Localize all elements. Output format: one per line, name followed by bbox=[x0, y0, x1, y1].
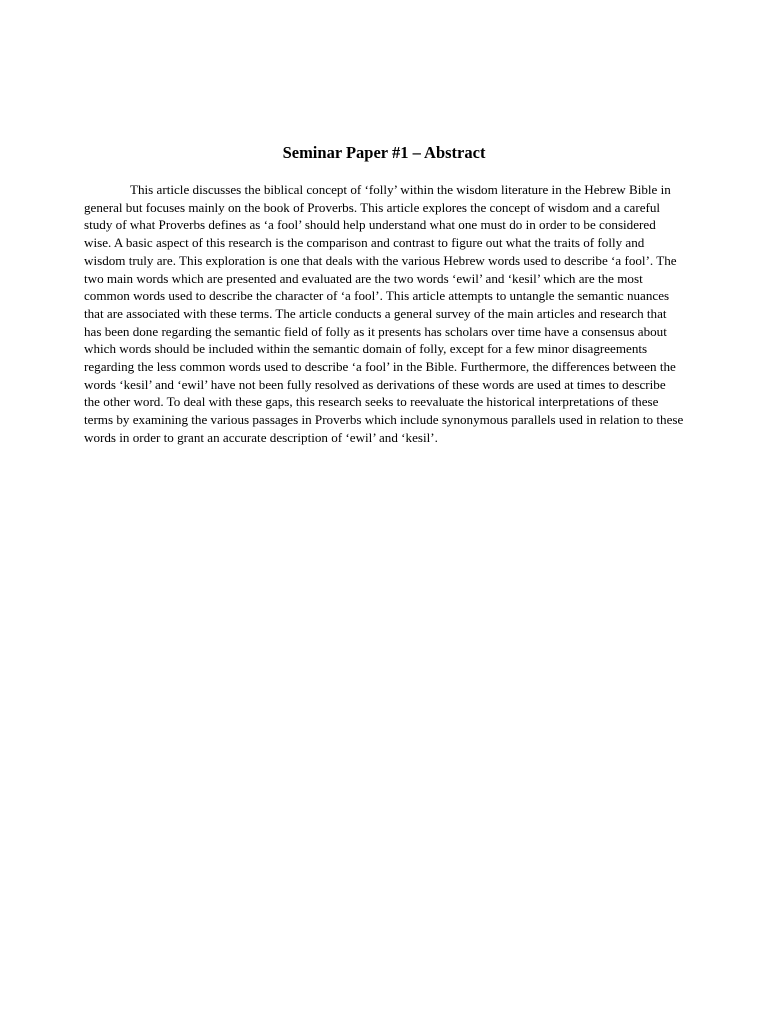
page-title: Seminar Paper #1 – Abstract bbox=[282, 143, 486, 162]
abstract-paragraph: This article discusses the biblical concept of ‘folly’ within the wisdom literature in the Hebrew Bible in general but focuses mainly on the book of Proverbs. This article explores the concept of wisdom and a careful study of what Proverbs defines as ‘a fool’ should help understand what one must do in order to be considered wise. A basic aspect of this research is the comparison and contrast to figure out what the traits of folly and wisdom truly are. This exploration is one that deals with the various Hebrew words used to describe ‘a fool’. The two main words which are presented and evaluated are the two words ‘ewil’ and ‘kesil’ which are the most common words used to describe the character of ‘a fool’. This article attempts to untangle the semantic nuances that are associated with these terms. The article conducts a general survey of the main articles and research that has been done regarding the semantic field of folly as it presents has scholars over time have a consensus about which words should be included within the semantic domain of folly, except for a few minor disagreements regarding the less common words used to describe ‘a fool’ in the Bible. Furthermore, the differences between the words ‘kesil’ and ‘ewil’ have not been fully resolved as derivations of these words are used at times to describe the other word. To deal with these gaps, this research seeks to reevaluate the historical interpretations of these terms by examining the various passages in Proverbs which include synonymous parallels used in relation to these words in order to grant an accurate description of ‘ewil’ and ‘kesil’. bbox=[84, 182, 684, 445]
